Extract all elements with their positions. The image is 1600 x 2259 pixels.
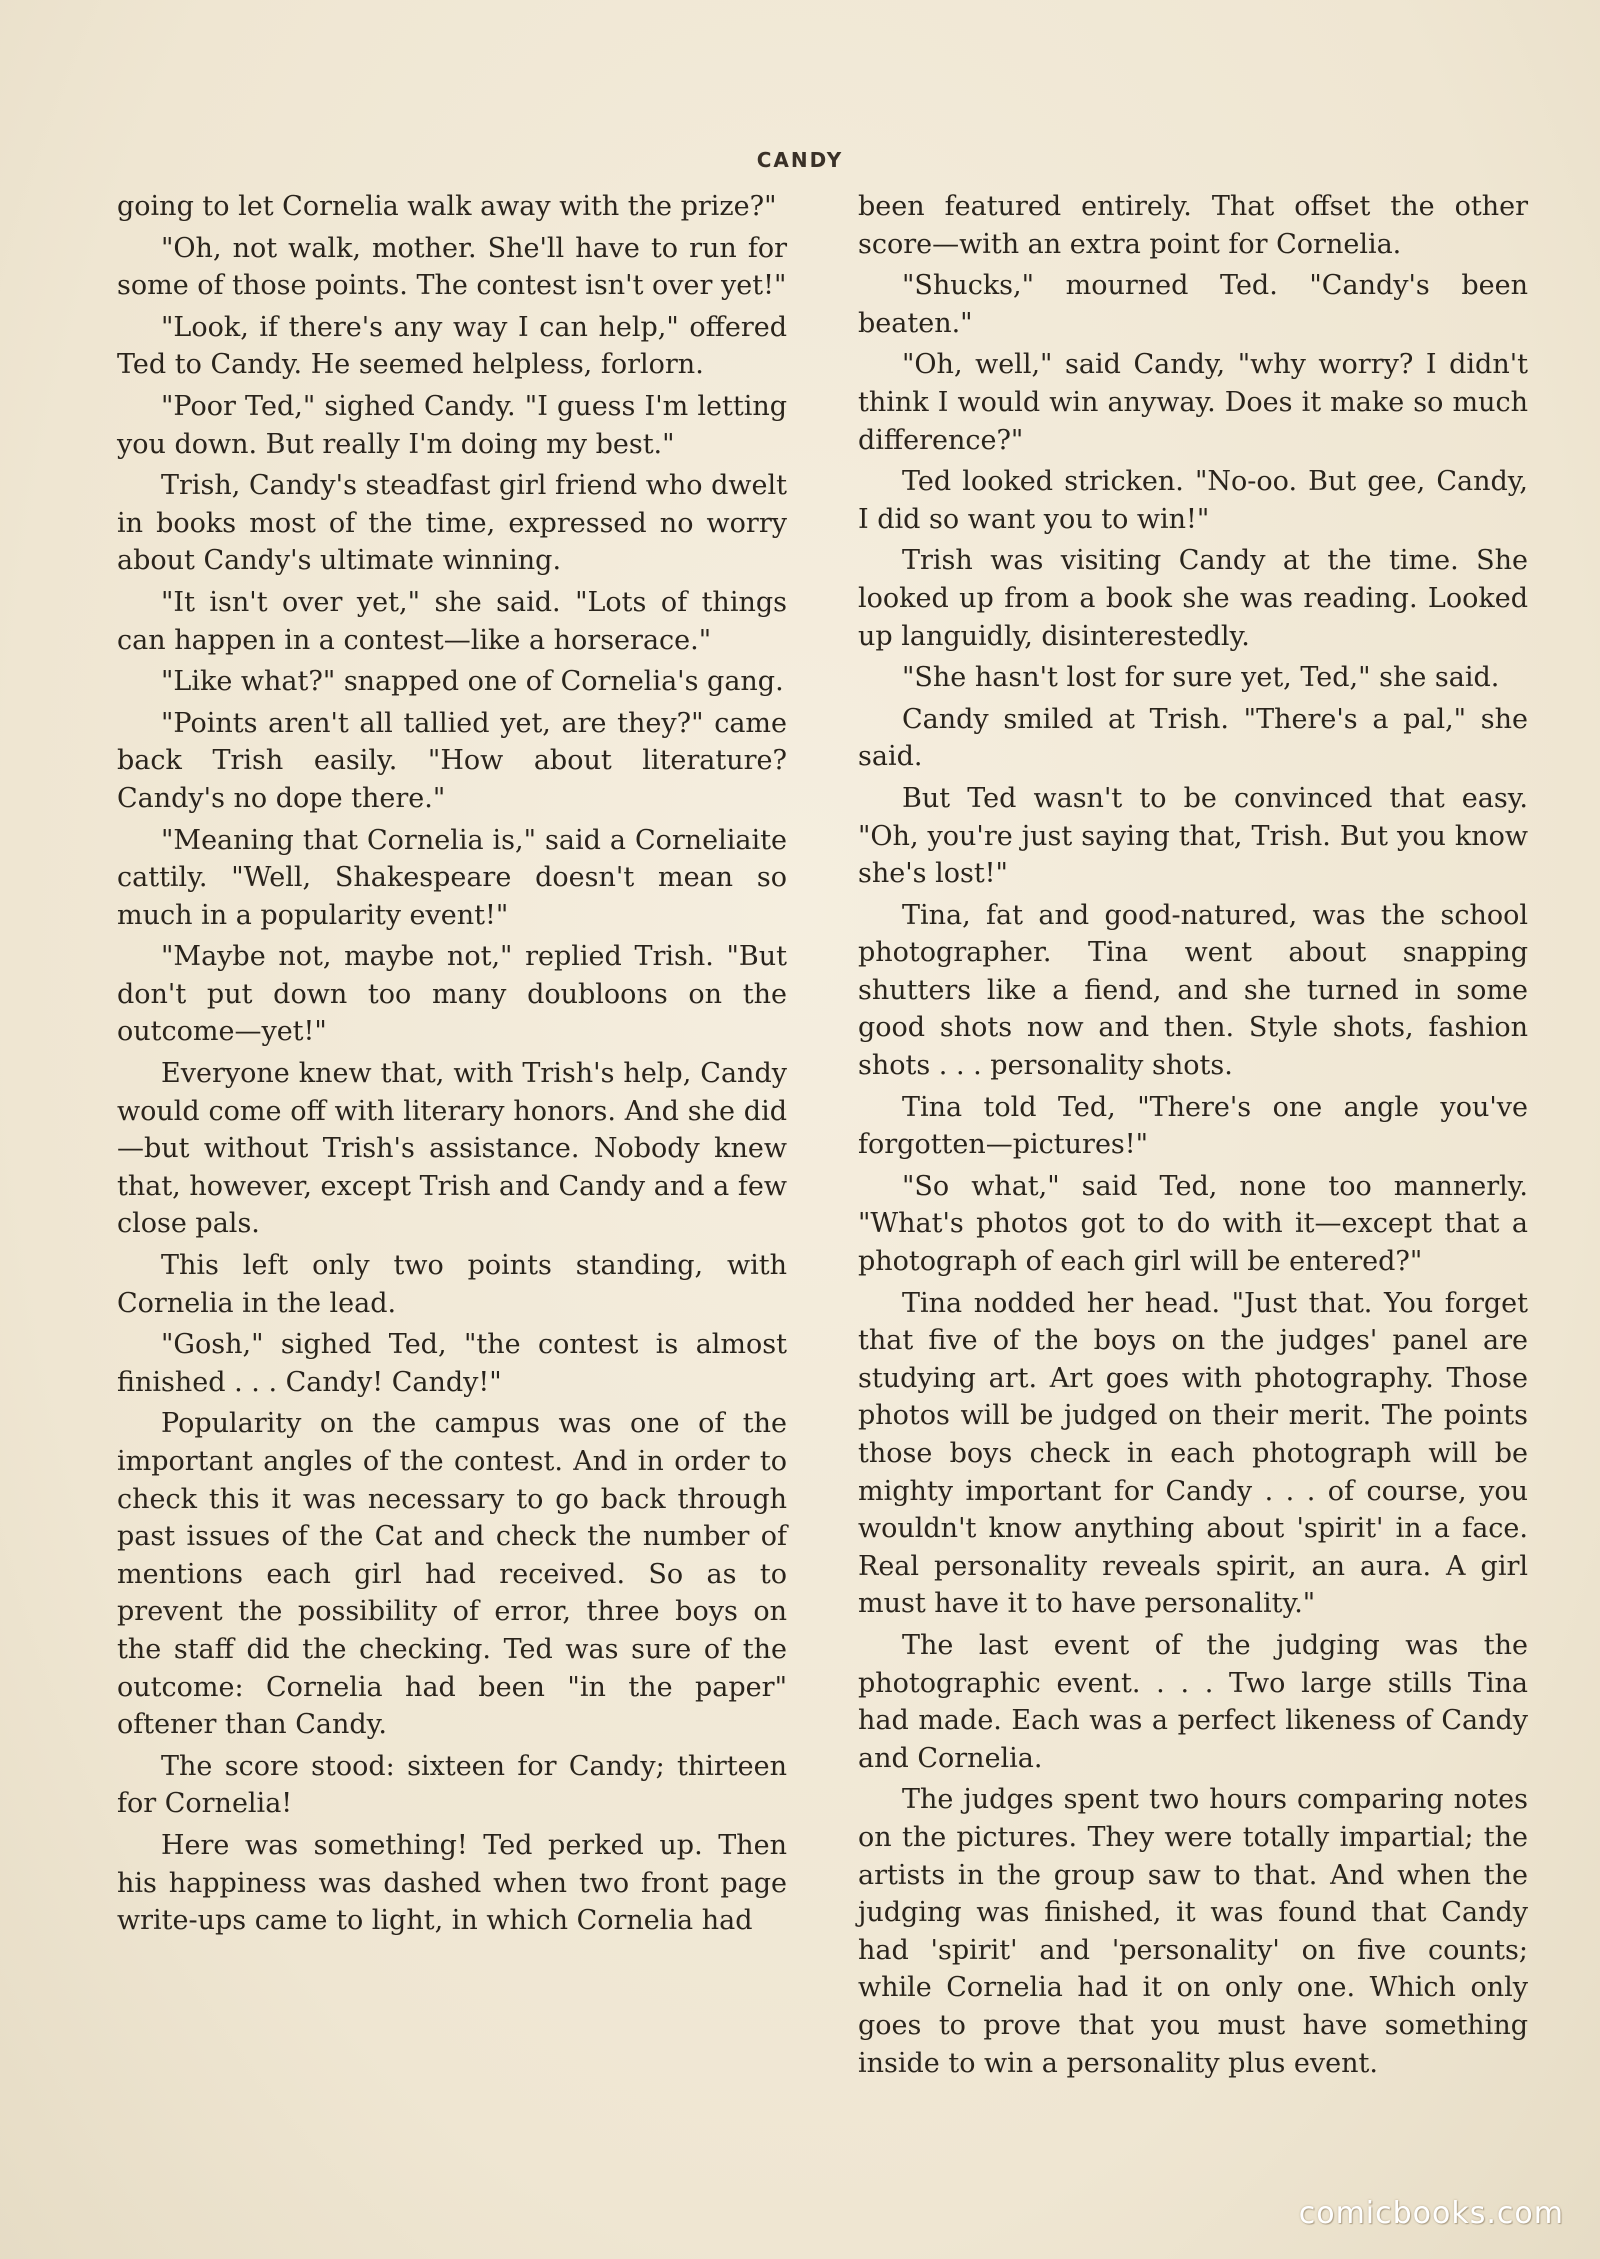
- paragraph: "Points aren't all tallied yet, are they?" came back Trish easily. "How about literature? Candy's no dope there.": [117, 707, 787, 814]
- paragraph: This left only two points standing, with Cornelia in the lead.: [117, 1250, 787, 1319]
- paragraph: "Oh, not walk, mother. She'll have to run for some of those points. The contest isn't over yet!": [117, 232, 787, 302]
- paragraph: "Poor Ted," sighed Candy. "I guess I'm letting you down. But really I'm doing my best.": [117, 390, 787, 460]
- paragraph: Everyone knew that, with Trish's help, Candy would come off with literary honors. And she did—but without Trish's assistance. Nobody knew that, however, except Trish and Candy and a few close pals.: [117, 1058, 787, 1240]
- paragraph: The last event of the judging was the photographic event. . . . Two large stills Tina had made. Each was a perfect likeness of Candy and Cornelia.: [858, 1629, 1528, 1774]
- paragraph: The judges spent two hours comparing notes on the pictures. They were totally impartial; the artists in the group saw to that. And when the judging was finished, it was found that Candy had 'spirit' and 'personality' on five counts; while Cornelia had it on only one. Which only goes to prove that you must have something inside to win a personality plus event.: [858, 1784, 1528, 2079]
- page-header-title: CANDY: [756, 148, 844, 172]
- paragraph: Tina, fat and good-natured, was the school photographer. Tina went about snapping shutters like a fiend, and she turned in some good shots now and then. Style shots, fashion shots . . . personality shots.: [858, 899, 1528, 1082]
- paragraph: The score stood: sixteen for Candy; thirteen for Cornelia!: [117, 1750, 787, 1820]
- paragraph: been featured entirely. That offset the other score—with an extra point for Cornelia.: [858, 191, 1528, 260]
- paragraph: "Shucks," mourned Ted. "Candy's been beaten.": [858, 270, 1528, 339]
- paragraph: Trish was visiting Candy at the time. She looked up from a book she was reading. Looked up languidly, disinterestedly.: [858, 545, 1528, 652]
- paragraph: "Gosh," sighed Ted, "the contest is almost finished . . . Candy! Candy!": [117, 1329, 787, 1398]
- paragraph: Here was something! Ted perked up. Then his happiness was dashed when two front page write-ups came to light, in which Cornelia had: [117, 1829, 787, 1937]
- paragraph: "She hasn't lost for sure yet, Ted," she said.: [902, 662, 1500, 694]
- left-text-column: [117, 188, 787, 1944]
- paragraph: Tina told Ted, "There's one angle you've forgotten—pictures!": [858, 1091, 1528, 1161]
- paragraph: "It isn't over yet," she said. "Lots of things can happen in a contest—like a horserace.": [117, 586, 787, 656]
- paragraph: "Oh, well," said Candy, "why worry? I didn't think I would win anyway. Does it make so much difference?": [858, 349, 1528, 456]
- paragraph: Trish, Candy's steadfast girl friend who dwelt in books most of the time, expressed no worry about Candy's ultimate winning.: [117, 470, 787, 577]
- paragraph: Tina nodded her head. "Just that. You forget that five of the boys on the judges' panel are studying art. Art goes with photography. Those photos will be judged on their merit. The points those boys check in each photograph will be mighty important for Candy . . . of course, you wouldn't know anything about 'spirit' in a face. Real personality reveals spirit, an aura. A girl must have it to have personality.": [858, 1287, 1528, 1620]
- paragraph: "So what," said Ted, none too mannerly. "What's photos got to do with it—except that a photograph of each girl will be entered?": [858, 1170, 1528, 1278]
- watermark: comicbooks.com: [1298, 2196, 1564, 2231]
- paragraph: Candy smiled at Trish. "There's a pal," she said.: [858, 703, 1528, 773]
- paragraph: Ted looked stricken. "No-oo. But gee, Candy, I did so want you to win!": [858, 466, 1528, 535]
- paragraph: But Ted wasn't to be convinced that easy. "Oh, you're just saying that, Trish. But you know she's lost!": [858, 782, 1528, 890]
- paragraph: "Maybe not, maybe not," replied Trish. "But don't put down too many doubloons on the outcome—yet!": [117, 941, 787, 1048]
- paragraph: Popularity on the campus was one of the important angles of the contest. And in order to check this it was necessary to go back through past issues of the Cat and check the number of mentions each girl had received. So as to prevent the possibility of error, three boys on the staff did the checking. Ted was sure of the outcome: Cornelia had been "in the paper" oftener than Candy.: [117, 1408, 787, 1741]
- paragraph: "Like what?" snapped one of Cornelia's gang.: [161, 666, 784, 698]
- paragraph: going to let Cornelia walk away with the prize?": [117, 191, 777, 222]
- right-text-column: [858, 188, 1528, 2086]
- paragraph: "Look, if there's any way I can help," offered Ted to Candy. He seemed helpless, forlorn.: [117, 311, 787, 381]
- paragraph: "Meaning that Cornelia is," said a Corneliaite cattily. "Well, Shakespeare doesn't mean so much in a popularity event!": [117, 824, 787, 931]
